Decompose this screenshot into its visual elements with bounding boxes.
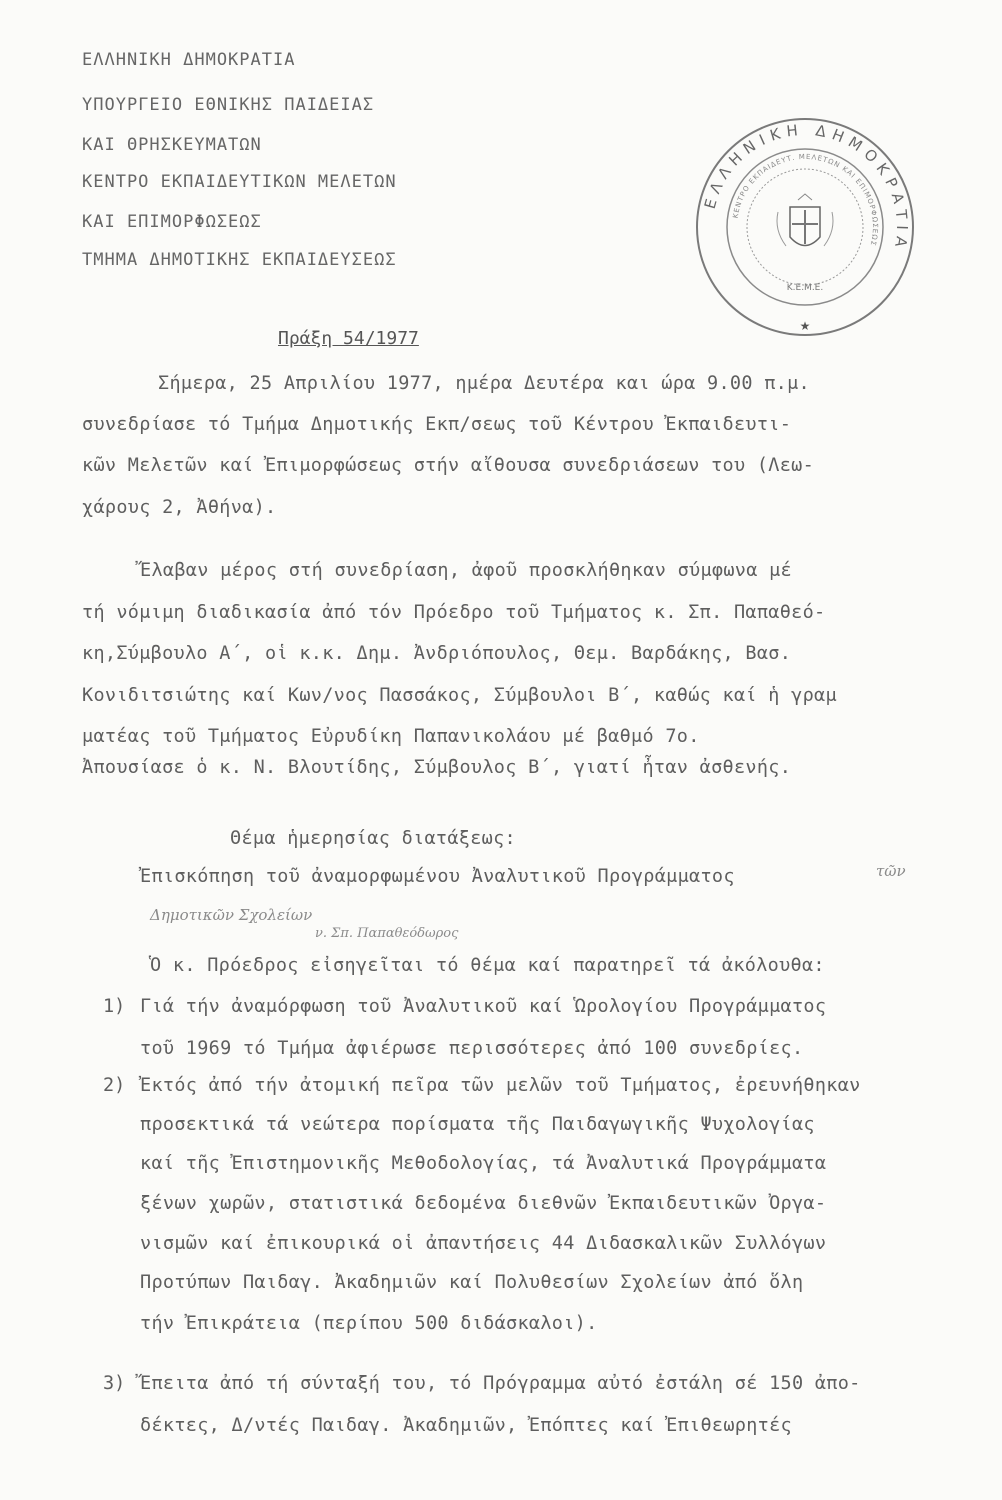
star-icon: ★ [799,319,811,333]
p2-line-4: Κονιδιτσιώτης καί Κων/νος Πασσάκος, Σύμβουλοι Β΄, καθώς καί ἡ γραμ [82,685,837,706]
handwritten-note: ν. Σπ. Παπαθεόδωρος [315,926,459,941]
header-line-1: ΕΛΛΗΝΙΚΗ ΔΗΜΟΚΡΑΤΙΑ [82,50,296,70]
p2-line-5: ματέας τοῦ Τμήματος Εὐρυδίκη Παπανικολάου μέ βαθμό 7ο. [82,726,700,747]
p2-line-1: Ἔλαβαν μέρος στή συνεδρίαση, ἀφοῦ προσκλήθηκαν σύμφωνα μέ [140,560,792,581]
svg-text:ΕΛΛΗΝΙΚΗ ΔΗΜΟΚΡΑΤΙΑ [701,121,911,255]
intro-line: Ὁ κ. Πρόεδρος εἰσηγεῖται τό θέμα καί παρατηρεῖ τά ἀκόλουθα: [150,955,825,976]
header-line-2: ΥΠΟΥΡΓΕΙΟ ΕΘΝΙΚΗΣ ΠΑΙΔΕΙΑΣ [82,95,375,115]
item-1-number: 1) [103,996,126,1017]
item-2-line-3: καί τῆς Ἐπιστημονικῆς Μεθοδολογίας, τά Ἀναλυτικά Προγράμματα [140,1153,827,1174]
item-3-line-2: δέκτες, Δ/ντές Παιδαγ. Ἀκαδημιῶν, Ἐπόπτες καί Ἐπιθεωρητές [140,1415,792,1436]
item-2-number: 2) [103,1075,126,1096]
p1-line-2: συνεδρίασε τό Τμήμα Δημοτικής Εκπ/σεως τοῦ Κέντρου Ἐκπαιδευτι- [82,414,792,435]
seal-abbrev: Κ.Ε.Μ.Ε. [786,283,824,293]
official-seal-stamp [690,112,920,342]
p1-line-1: Σήμερα, 25 Απριλίου 1977, ημέρα Δευτέρα και ώρα 9.00 π.μ. [158,373,810,394]
item-2-line-1: Ἐκτός ἀπό τήν ἀτομική πεῖρα τῶν μελῶν τοῦ Τμήματος, ἐρευνήθηκαν [140,1075,861,1096]
p1-line-4: χάρους 2, Ἀθήνα). [82,497,277,518]
item-2-line-4: ξένων χωρῶν, στατιστικά δεδομένα διεθνῶν Ἐκπαιδευτικῶν Ὀργα- [140,1193,827,1214]
coat-of-arms-icon [777,194,833,246]
seal-outer-text: ΕΛΛΗΝΙΚΗ ΔΗΜΟΚΡΑΤΙΑ [700,120,912,255]
item-2-line-6: Προτύπων Παιδαγ. Ἀκαδημιῶν καί Πολυθεσίων Σχολείων ἀπό ὅλη [140,1272,804,1293]
p2-line-3: κη,Σύμβουλο Α΄, οἱ κ.κ. Δημ. Ἀνδριόπουλος, Θεμ. Βαρδάκης, Βασ. [82,643,792,664]
header-line-5: ΚΑΙ ΕΠΙΜΟΡΦΩΣΕΩΣ [82,212,262,232]
p2-line-2: τή νόμιμη διαδικασία ἀπό τόν Πρόεδρο τοῦ Τμήματος κ. Σπ. Παπαθεό- [82,602,826,623]
seal-inner-text: ΚΕΝΤΡΟ ΕΚΠΑΙΔΕΥΤ. ΜΕΛΕΤΩΝ ΚΑΙ ΕΠΙΜΟΡΦΩΣΕΩΣ [731,152,880,248]
document-title: Πράξη 54/1977 [278,328,419,349]
item-2-line-2: προσεκτικά τά νεώτερα πορίσματα τῆς Παιδαγωγικῆς Ψυχολογίας [140,1114,815,1135]
item-1-line-2: τοῦ 1969 τό Τμήμα ἀφιέρωσε περισσότερες ἀπό 100 συνεδρίες. [140,1038,804,1059]
header-line-6: ΤΜΗΜΑ ΔΗΜΟΤΙΚΗΣ ΕΚΠΑΙΔΕΥΣΕΩΣ [82,250,397,270]
item-3-line-1: Ἔπειτα ἀπό τή σύνταξή του, τό Πρόγραμμα αὐτό ἐστάλη σέ 150 ἀπο- [140,1373,861,1394]
p1-line-3: κῶν Μελετῶν καί Ἐπιμορφώσεως στήν αἴθουσα συνεδριάσεων του (Λεω- [82,455,815,476]
agenda-text: Ἐπισκόπηση τοῦ ἀναμορφωμένου Ἀναλυτικοῦ Προγράμματος [140,866,735,887]
item-2-line-5: νισμῶν καί ἐπικουρικά οἱ ἀπαντήσεις 44 Διδασκαλικῶν Συλλόγων [140,1233,827,1254]
agenda-handwritten-line: Δημοτικῶν Σχολείων [150,906,313,924]
item-1-line-1: Γιά τήν ἀναμόρφωση τοῦ Ἀναλυτικοῦ καί Ὡρολογίου Προγράμματος [140,996,827,1017]
agenda-label: Θέμα ἡμερησίας διατάξεως: [230,828,516,849]
agenda-handwritten-suffix: τῶν [876,862,906,880]
p2-line-6: Ἀπουσίασε ὁ κ. Ν. Βλουτίδης, Σύμβουλος Β΄, γιατί ἦταν ἀσθενής. [82,757,792,778]
header-line-4: ΚΕΝΤΡΟ ΕΚΠΑΙΔΕΥΤΙΚΩΝ ΜΕΛΕΤΩΝ [82,172,397,192]
item-2-line-7: τήν Ἐπικράτεια (περίπου 500 διδάσκαλοι). [140,1313,598,1334]
item-3-number: 3) [103,1373,126,1394]
header-line-3: ΚΑΙ ΘΡΗΣΚΕΥΜΑΤΩΝ [82,135,262,155]
